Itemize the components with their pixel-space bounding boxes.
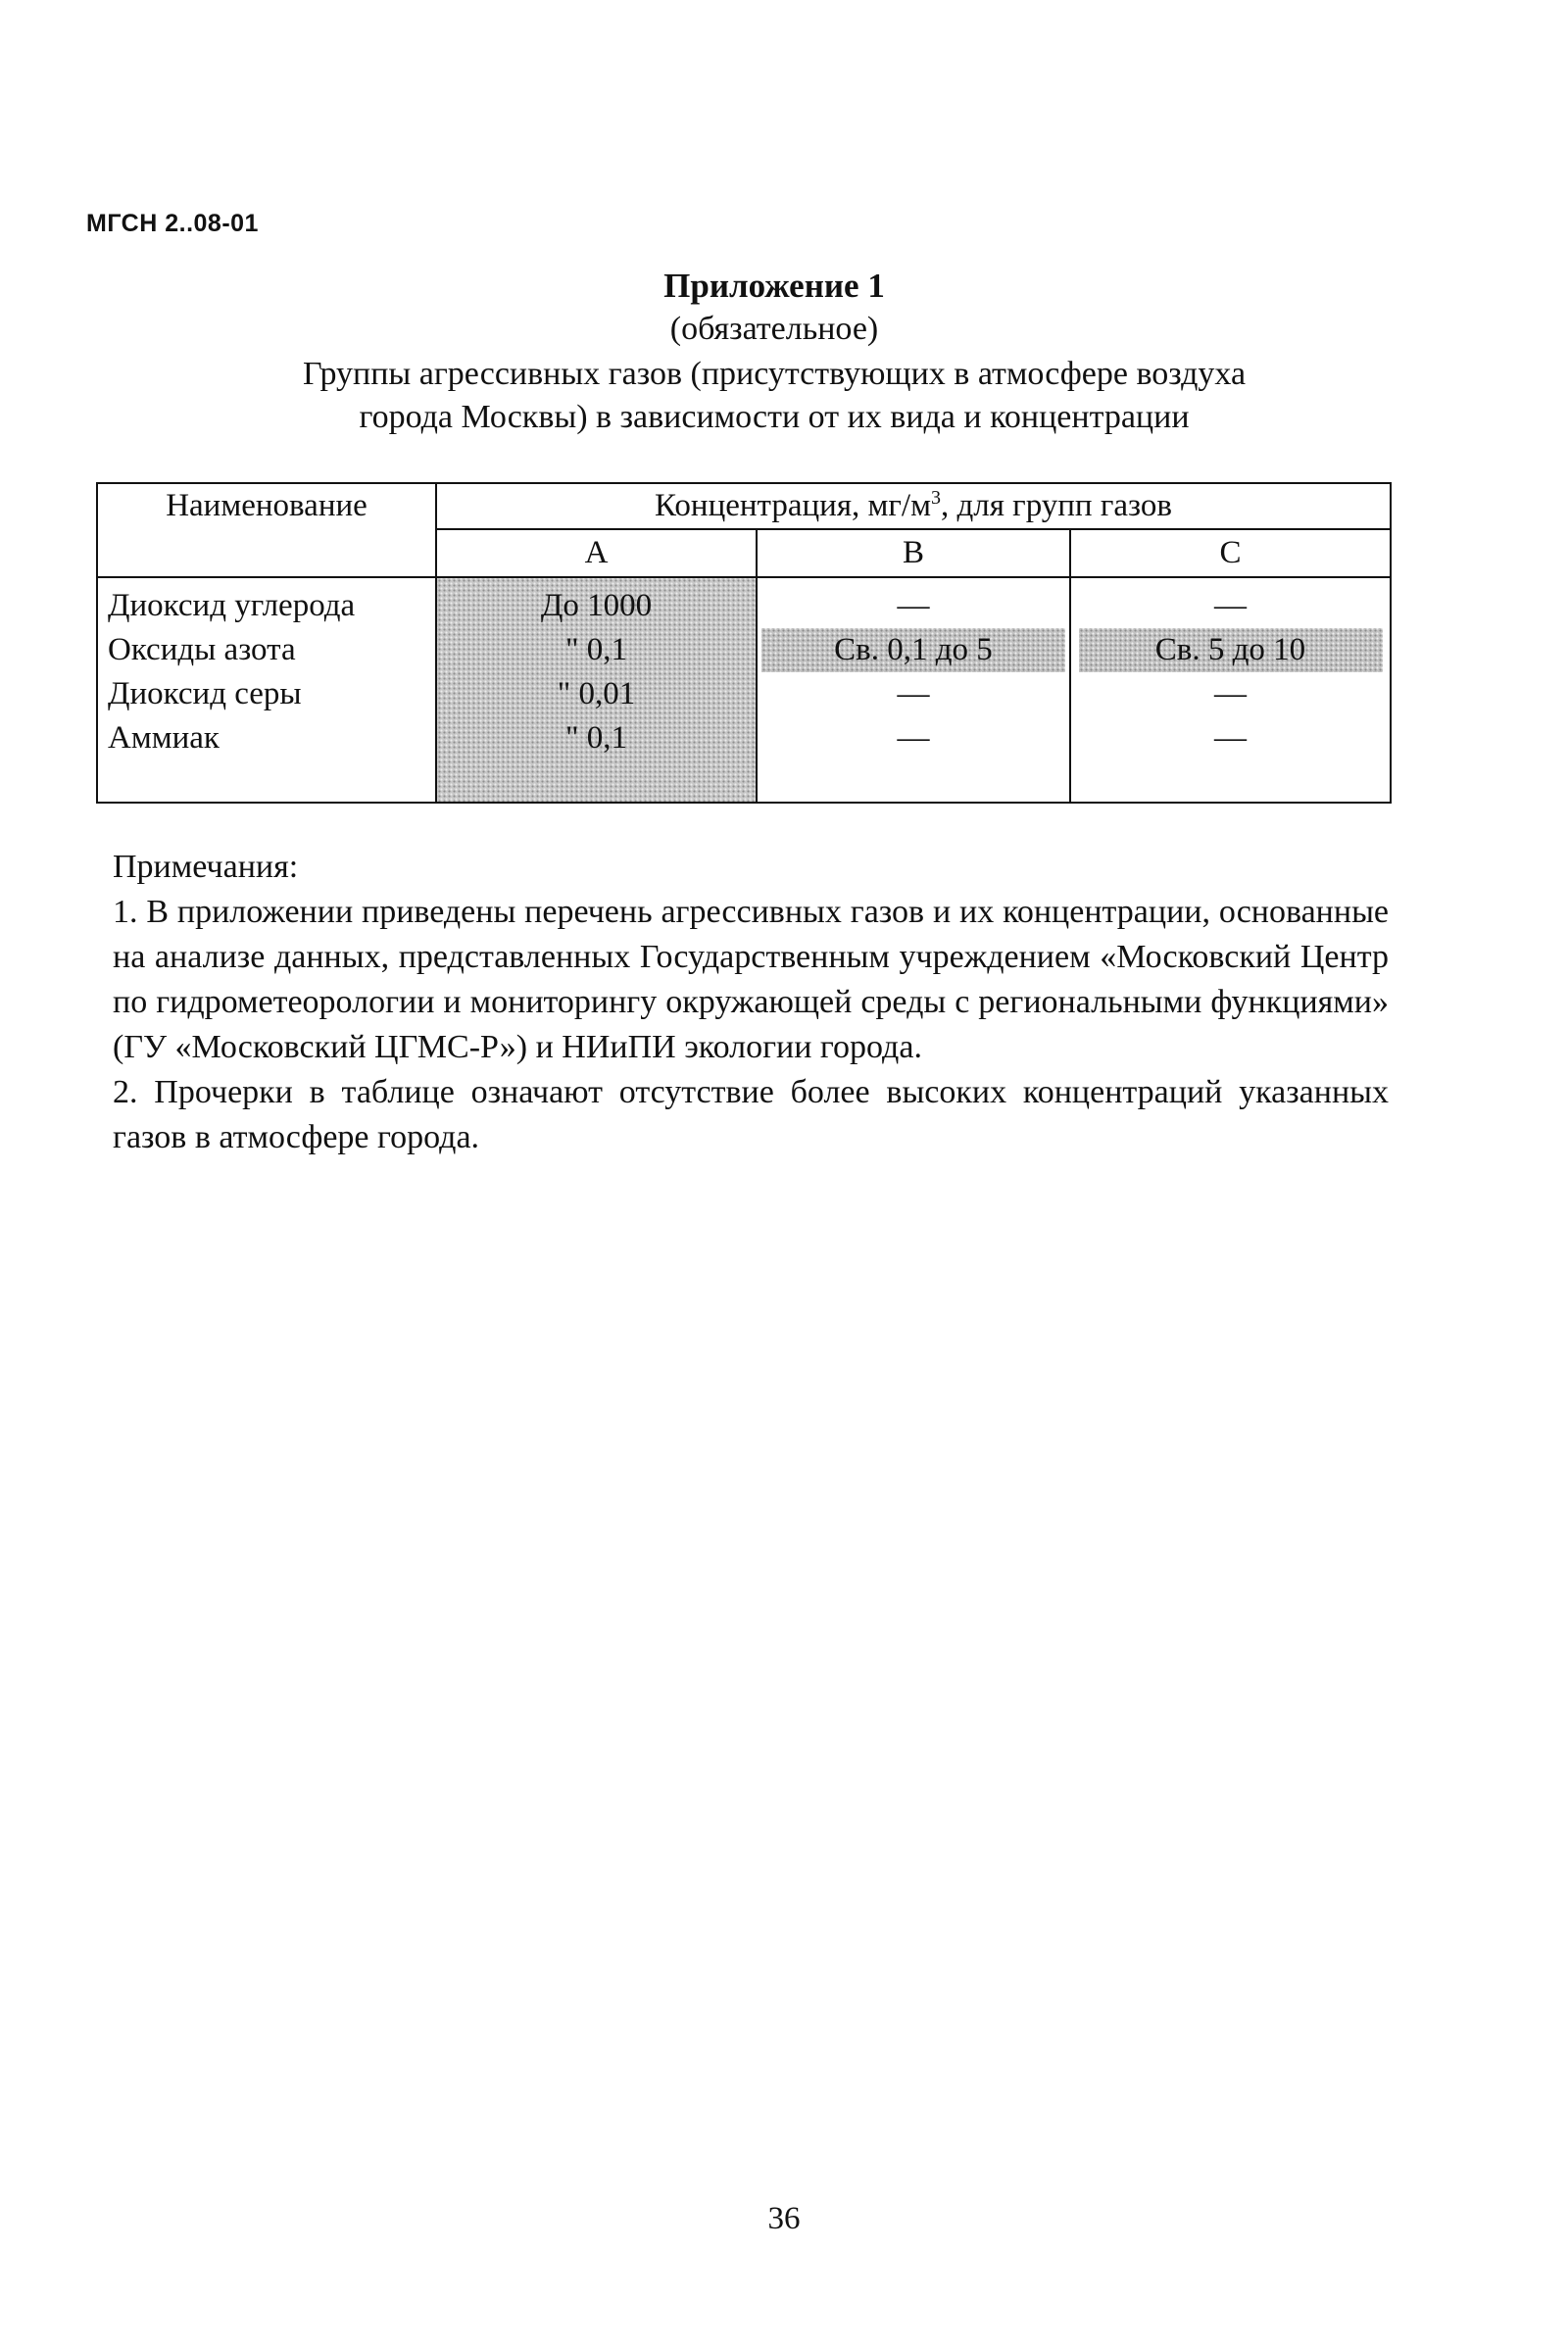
appendix-title: Приложение 1 (663, 267, 885, 305)
group-header-c: C (1070, 529, 1391, 577)
document-code: МГСН 2..08-01 (86, 210, 259, 237)
table-caption-line-1: Группы агрессивных газов (присутствующих в атмосфере воздуха (302, 356, 1247, 392)
gas-name: Аммиак (108, 720, 220, 756)
group-c-band: Св. 5 до 10 (1079, 628, 1383, 672)
group-a-values-cell (436, 577, 757, 803)
note-item-1: 1. В приложении приведены перечень агрессивных газов и их концентрации, основанные на анализе данных, представленных Государственным учреждением «Московский Центр по гидрометеорологии и мониторингу окружающей среды с региональными функциями» (ГУ «Московский ЦГМС-Р») и НИиПИ экологии города. (113, 894, 1389, 1065)
group-b-value-shaded (758, 628, 1069, 672)
appendix-status: (обязательное) (669, 311, 879, 347)
gas-name: Диоксид углерода (108, 588, 356, 623)
group-a-value: " 0,1 (565, 632, 627, 667)
group-c-value: — (1214, 676, 1247, 711)
group-a-value: До 1000 (540, 588, 653, 623)
table-caption-line-2: города Москвы) в зависимости от их вида и концентрации (359, 399, 1190, 435)
gas-groups-table (96, 482, 1392, 804)
table-body-row (97, 577, 1391, 803)
group-c-values-cell (1070, 577, 1391, 803)
group-header-b: B (757, 529, 1070, 577)
group-b-value: — (897, 588, 930, 623)
table-header-row (97, 483, 1391, 529)
header-concentration (436, 483, 1391, 529)
group-b-value: — (897, 676, 930, 711)
group-b-value: — (897, 720, 930, 756)
group-c-value-shaded (1071, 628, 1390, 672)
group-a-value: " 0,1 (565, 720, 627, 756)
notes-section (113, 845, 1389, 1160)
group-a-value: " 0,01 (557, 676, 636, 711)
group-c-value: — (1214, 588, 1247, 623)
header-concentration-exponent: 3 (930, 487, 941, 510)
group-c-value: — (1214, 720, 1247, 756)
gas-name: Оксиды азота (108, 632, 296, 667)
table-caption (196, 353, 1352, 439)
header-concentration-suffix: , для групп газов (940, 488, 1172, 524)
notes-heading: Примечания: (113, 849, 299, 885)
header-name: Наименование (97, 483, 436, 577)
gas-name: Диоксид серы (108, 676, 302, 711)
page-number: 36 (767, 2201, 801, 2236)
group-b-values-cell (757, 577, 1070, 803)
gas-names-cell (97, 577, 436, 803)
header-concentration-text: Концентрация, мг/м (655, 488, 931, 524)
group-b-band: Св. 0,1 до 5 (761, 628, 1065, 672)
group-header-a: A (436, 529, 757, 577)
note-item-2: 2. Прочерки в таблице означают отсутствие более высоких концентраций указанных газов в атмосфере города. (113, 1074, 1389, 1155)
